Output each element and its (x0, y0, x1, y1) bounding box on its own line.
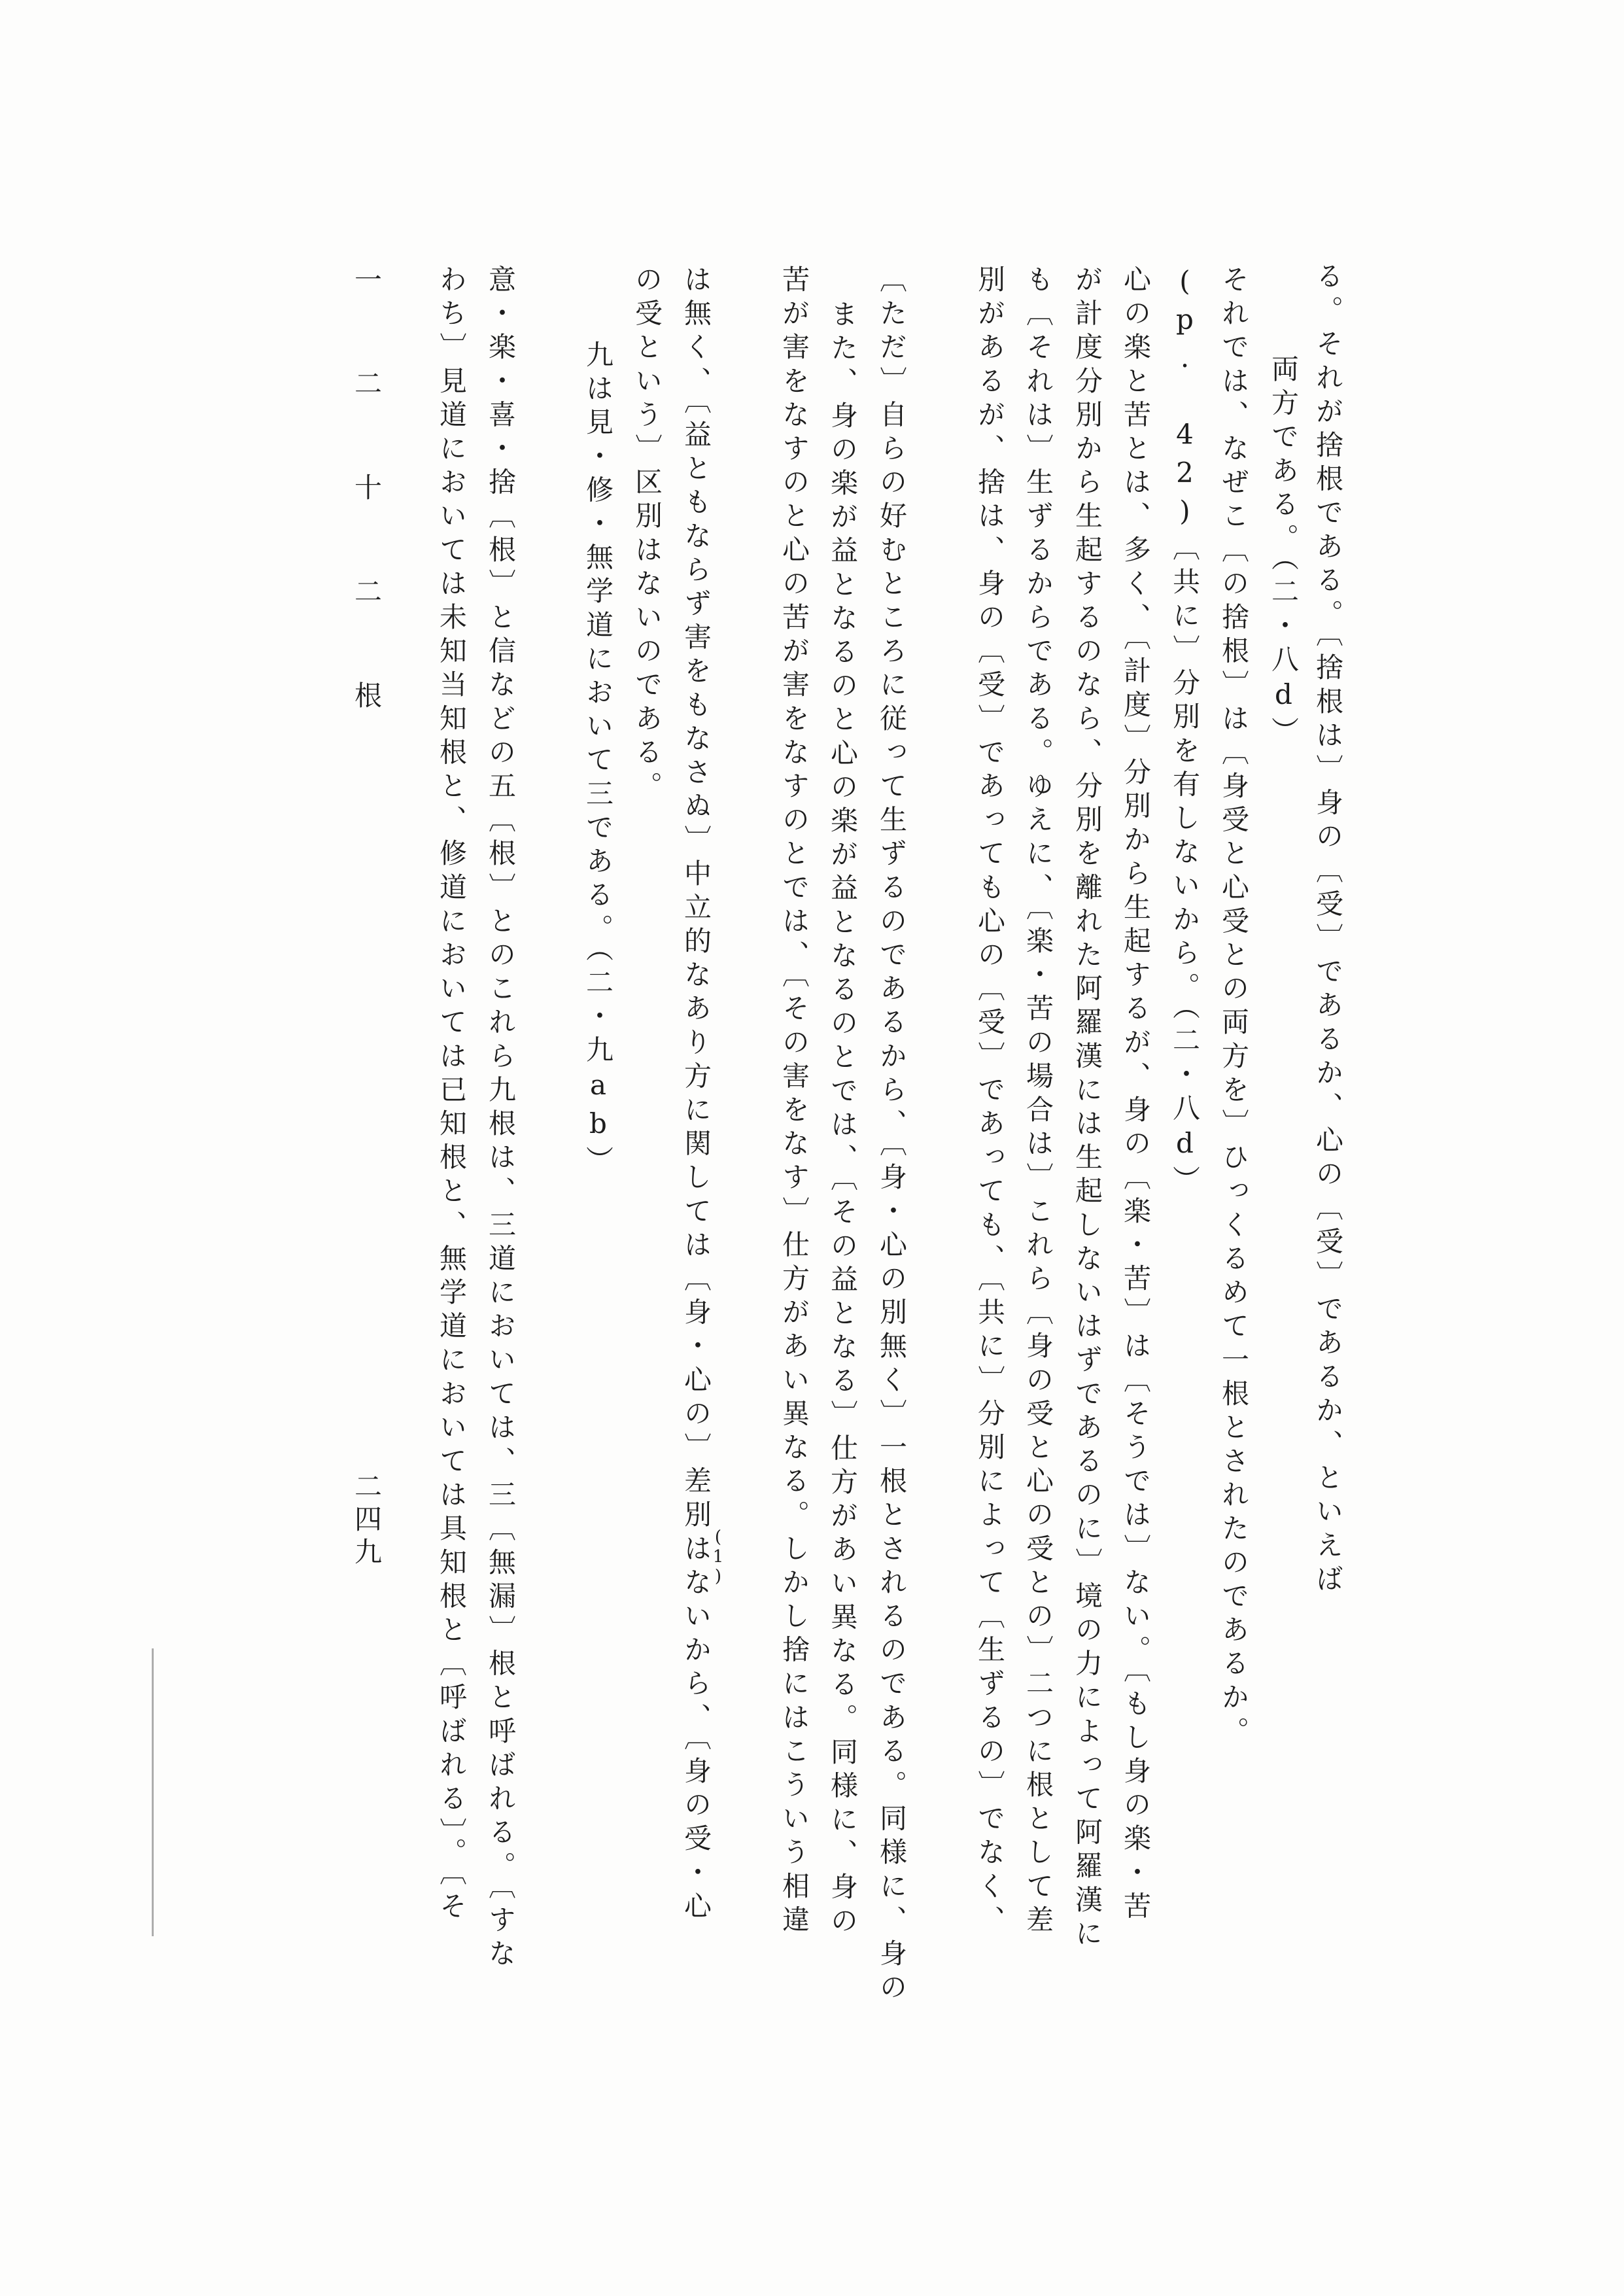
text-line-3: それでは、なぜこ〔の捨根〕は〔身受と心受との両方を〕ひっくるめて一根とされたのであるか。 (1218, 265, 1250, 1750)
text-line-16: わち〕見道においては未知当知根と、修道においては已知根と、無学道においては具知根と〔呼ばれる〕。〔そ (436, 265, 468, 1925)
text-line-5: 心の楽と苦とは、多く、〔計度〕分別から生起するが、身の〔楽・苦〕は〔そうでは〕ない。〔もし身の楽・苦 (1120, 265, 1152, 1925)
text-line-2: 両方である。（二・八d） (1268, 355, 1300, 751)
footnote-marker: (1) (708, 1527, 728, 1586)
page-number: 二四九 (351, 1472, 383, 1570)
text-line-9: 〔ただ〕自らの好むところに従って生ずるのであるから、〔身・心の別無く〕一根とされるのである。同様に、身の (876, 265, 908, 2007)
text-line-1: る。それが捨根である。〔捨根は〕身の〔受〕であるか、心の〔受〕であるか、といえば (1312, 262, 1344, 1598)
text-line-12: は無く、〔益ともならず害をもなさぬ〕中立的なあり方に関しては〔身・心の〕差別はないから、〔身の受・心 (680, 265, 712, 1925)
scan-binding-line (152, 1648, 154, 1936)
running-head: 一 二 十 二 根 (351, 265, 383, 731)
text-line-11: 苦が害をなすのと心の苦が害をなすのとでは、〔その害をなす〕仕方があい異なる。しかし捨にはこういう相違 (778, 265, 810, 1939)
text-line-10: また、身の楽が益となるのと心の楽が益となるのとでは、〔その益となる〕仕方があい異なる。同様に、身の (827, 300, 859, 1940)
text-line-6: が計度分別から生起するのなら、分別を離れた阿羅漢には生起しないはずであるのに〕境の力によって阿羅漢に (1071, 265, 1103, 1953)
text-line-8: 別があるが、捨は、身の〔受〕であっても心の〔受〕であっても、〔共に〕分別によって〔生ずるの〕でなく、 (974, 265, 1006, 1939)
text-line-14: 九は見・修・無学道において三である。（二・九ab） (582, 340, 614, 1179)
text-line-7: も〔それは〕生ずるからである。ゆえに、〔楽・苦の場合は〕これら〔身の受と心の受との〕二つに根として差 (1022, 265, 1054, 1939)
text-line-15: 意・楽・喜・捨〔根〕と信などの五〔根〕とのこれら九根は、三道においては、三〔無漏〕根と呼ばれる。〔すな (485, 265, 517, 1973)
text-line-13: の受という〕区別はないのである。 (631, 265, 663, 805)
text-line-4: (p. 42)〔共に〕分別を有しないから。（二・八d） (1169, 265, 1201, 1200)
